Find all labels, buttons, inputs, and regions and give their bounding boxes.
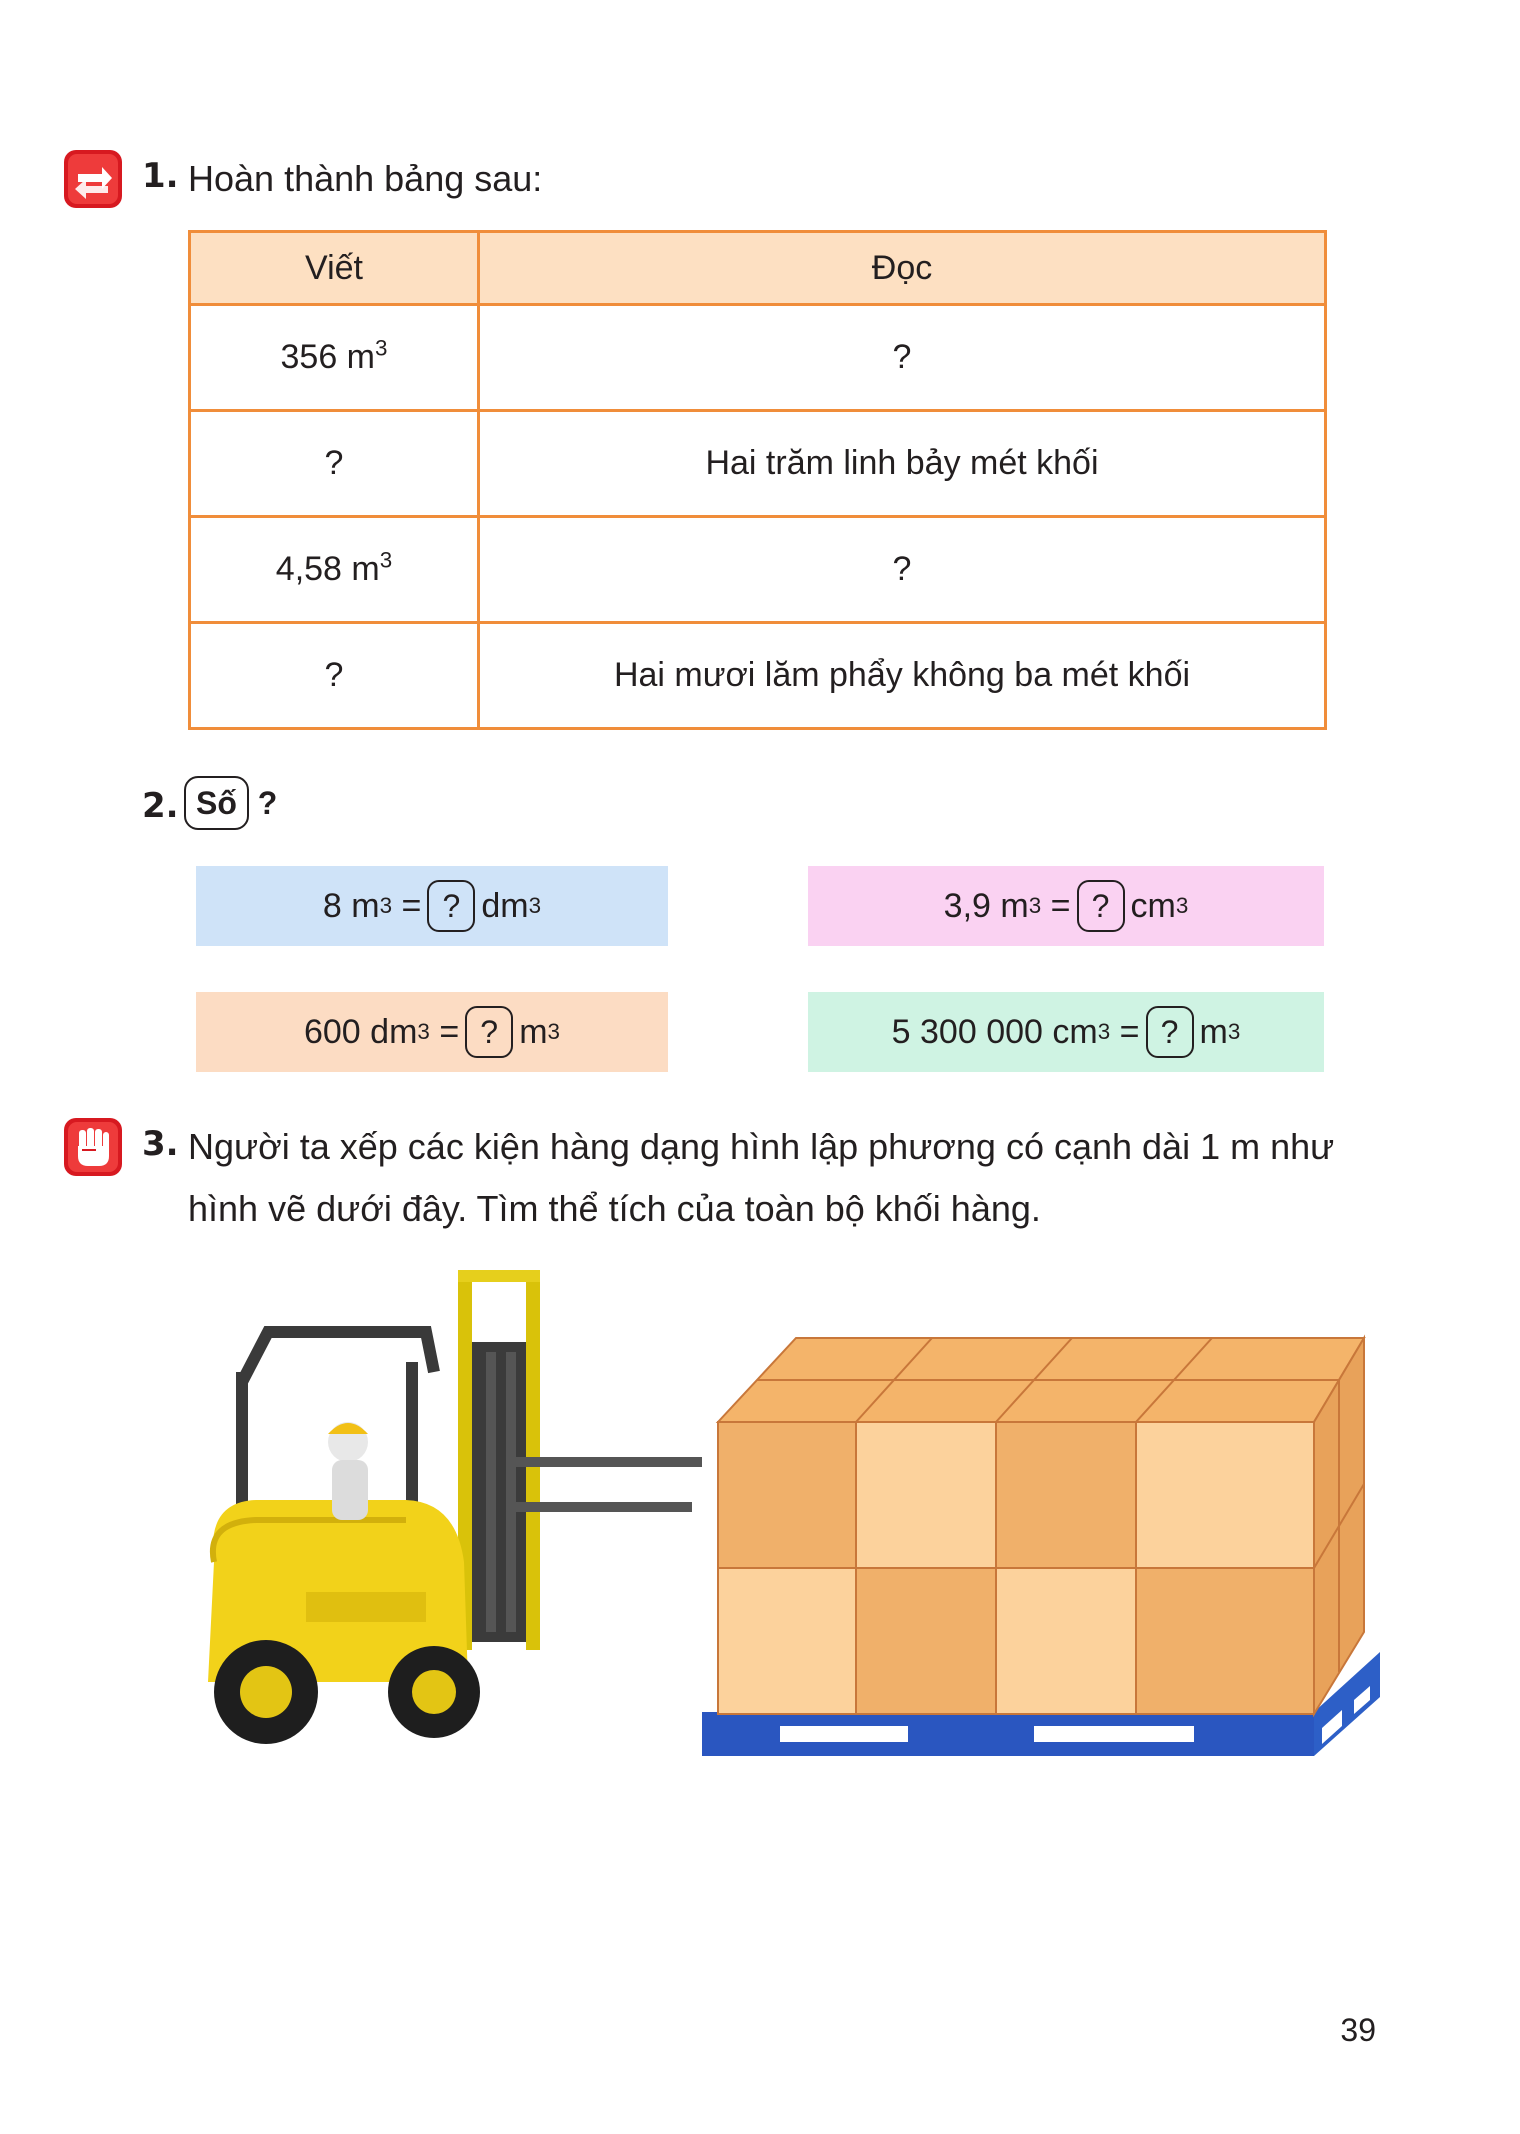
column-header-read: Đọc: [479, 232, 1326, 305]
answer-box[interactable]: ?: [465, 1006, 513, 1058]
table-row: [190, 623, 1326, 729]
forklift-illustration: [196, 1262, 716, 1762]
column-header-write: Viết: [190, 232, 479, 305]
question-mark: ?: [257, 785, 278, 821]
table-row: [190, 305, 1326, 411]
exercise-2-heading: [184, 776, 277, 830]
right-unit: dm: [481, 886, 529, 925]
stacked-cube-boxes-on-pallet: [700, 1332, 1390, 1764]
write-cell: 4,58 $m^3$: [190, 517, 479, 623]
write-cell: ?: [190, 411, 479, 517]
right-unit: m: [519, 1012, 548, 1051]
answer-box[interactable]: ?: [427, 880, 475, 932]
exercise-2-number: 2.: [142, 786, 179, 826]
answer-box[interactable]: ?: [1077, 880, 1125, 932]
table-header-row: [190, 232, 1326, 305]
left-value: 8 m: [322, 886, 380, 925]
number-label-box: Số: [184, 776, 249, 830]
page-number: 39: [1340, 2012, 1376, 2048]
left-value: 600 dm: [303, 1012, 418, 1051]
conversion-strip: 3,9 m 3 = ? cm 3: [808, 866, 1324, 946]
read-cell: Hai mươi lăm phẩy không ba mét khối: [479, 623, 1326, 729]
write-cell: 356 $m^3$: [190, 305, 479, 411]
read-cell: Hai trăm linh bảy mét khối: [479, 411, 1326, 517]
read-cell: ?: [479, 517, 1326, 623]
right-unit: cm: [1130, 886, 1176, 925]
exercise-3-line-1: Người ta xếp các kiện hàng dạng hình lập phương có cạnh dài 1 m như: [188, 1126, 1335, 1167]
conversion-strip: 8 m 3 = ? dm 3: [196, 866, 668, 946]
answer-box[interactable]: ?: [1146, 1006, 1194, 1058]
table-row: [190, 517, 1326, 623]
left-value: 3,9 m: [943, 886, 1029, 925]
exercise-1-instruction: Hoàn thành bảng sau:: [188, 158, 543, 199]
right-unit: m: [1199, 1012, 1228, 1051]
fist-icon: [62, 1116, 124, 1178]
equals-sign: =: [1119, 1012, 1140, 1051]
volume-table: [188, 230, 1327, 730]
exercise-1-number: 1.: [142, 156, 179, 196]
table-row: [190, 411, 1326, 517]
exercise-3-line-2: hình vẽ dưới đây. Tìm thể tích của toàn bộ khối hàng.: [188, 1188, 1041, 1229]
conversion-strip: 5 300 000 cm 3 = ? m 3: [808, 992, 1324, 1072]
swap-arrows-icon: [62, 148, 124, 210]
read-cell: ?: [479, 305, 1326, 411]
exercise-3-number: 3.: [142, 1124, 179, 1164]
conversion-strip: 600 dm 3 = ? m 3: [196, 992, 668, 1072]
equals-sign: =: [1050, 886, 1071, 925]
left-value: 5 300 000 cm: [891, 1012, 1098, 1051]
equals-sign: =: [439, 1012, 460, 1051]
write-cell: ?: [190, 623, 479, 729]
equals-sign: =: [401, 886, 422, 925]
